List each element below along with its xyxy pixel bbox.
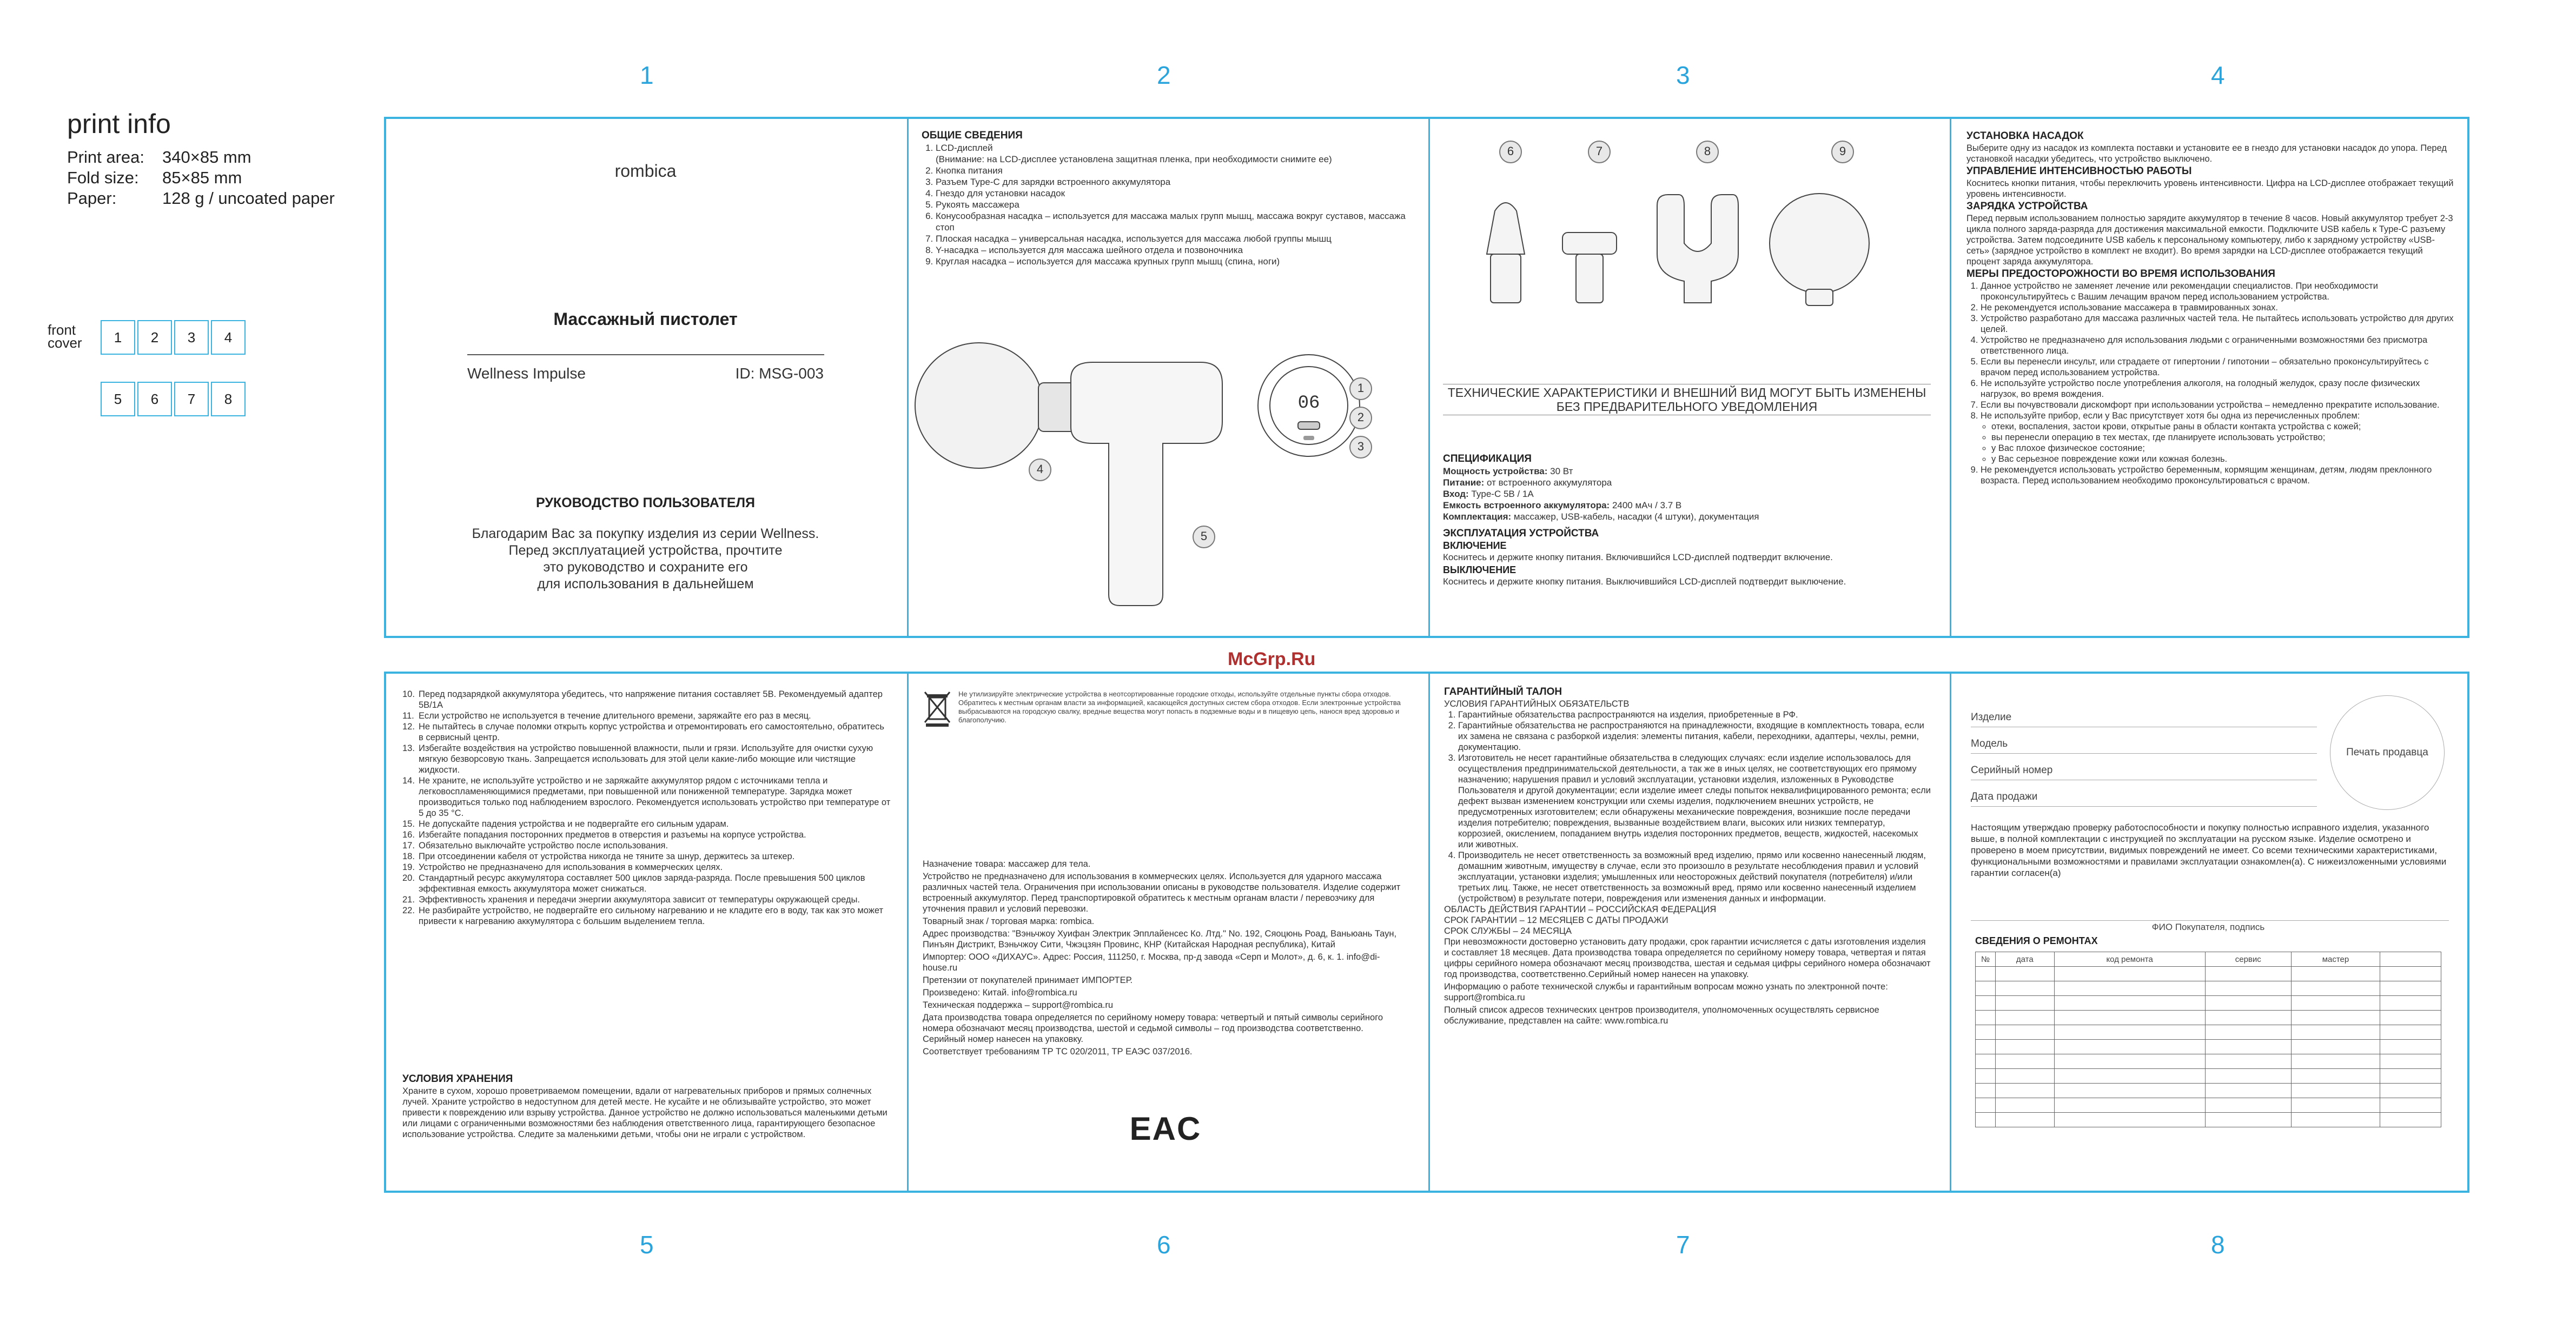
list-number: 12. [402,722,415,732]
intensity-text: Коснитесь кнопки питания, чтобы переключить уровень интенсивности. Цифра на LCD-дисплее отображает текущий уровень интенсивности. [1966,178,2454,199]
problem-item: ◦ у Вас серьезное повреждение кожи или кожная болезнь. [1991,454,2454,464]
page-number-5: 5 [640,1231,654,1259]
table-row[interactable] [1976,1098,2441,1113]
list-item: 6. Не используйте устройство после употребления алкоголя, на голодный желудок, сразу после физических нагрузок, во время вождения. [1981,378,2454,400]
lcd-display-value: 06 [1297,393,1320,414]
table-cell[interactable] [2380,967,2441,981]
info-line: Соответствует требованиям ТР ТС 020/2011, ТР ЕАЭС 037/2016. [923,1047,1193,1057]
thanks-line: это руководство и сохраните его [543,560,748,575]
list-number: 21. [402,895,415,905]
callout-5: 5 [1193,526,1215,548]
seller-stamp: Печать продавца [2330,695,2445,810]
print-info [67,108,370,209]
list-text: Не храните, не используйте устройство и не заряжайте аккумулятор рядом с источниками тепла и легковоспламеняющимися предметами, при повышенной или пониженной температуре. Зарядка может производиться только под наблюдением взрослого. Рекомендуется использовать устройство при температуре от 5 до 35 °С. [419,776,891,818]
table-cell[interactable] [2291,1113,2380,1127]
spec-row: Комплектация: массажер, USB-кабель, насадки (4 штуки), документация [1443,511,1759,522]
table-cell[interactable] [2205,967,2291,981]
attachments-illustration [1430,135,1944,368]
table-cell[interactable] [1976,1113,1996,1127]
info-line: Импортер: ООО «ДИХАУС». Адрес: Россия, 111250, г. Москва, пр-д завода «Серп и Молот», д. 6, к. 1. info@di-house.ru [923,952,1380,973]
print-info-title: print info [67,109,171,139]
list-number: 15. [402,819,415,829]
table-cell[interactable] [2054,1069,2205,1084]
table-cell[interactable] [1996,1069,2055,1084]
list-number: 18. [402,852,415,861]
table-row[interactable] [1976,967,2441,981]
list-number: 22. [402,906,415,915]
callout-3: 3 [1349,436,1372,459]
page-number-1: 1 [640,61,654,89]
list-item: 9. Не рекомендуется использовать устройство беременным, кормящим женщинам, детям, людям преклонного возраста. Перед использованием необходимо проконсультироваться с врачом. [1981,464,2454,486]
table-cell[interactable] [2205,1054,2291,1069]
massage-gun-illustration [909,341,1422,633]
spec-block [1443,453,1931,589]
table-cell[interactable] [2291,1054,2380,1069]
safety-list [1966,281,2454,486]
fold-thumb-8: 8 [211,382,246,416]
confirm-text: Настоящим утверждаю проверку работоспособности и покупку полностью исправного изделия, указанного выше, в полной комплектации с инструкцией по эксплуатации на русском языке. Изделие осмотрено и проверено в моем присутствии, видимых повреждений не имеет. Со всеми техническими характеристиками, функциональными возможностями и правилами эксплуатации ознакомлен(а). С нижеизложенными условиями гарантии согласен(а) [1971,822,2447,878]
table-cell[interactable] [2380,996,2441,1011]
page-number-6: 6 [1157,1231,1171,1259]
info-line: Назначение товара: массажер для тела. [923,859,1091,869]
service-term: СРОК СЛУЖБЫ – 24 МЕСЯЦА [1444,926,1572,936]
table-cell[interactable] [2205,1084,2291,1098]
table-cell[interactable] [1996,1040,2055,1054]
fold-thumb-6: 6 [137,382,172,416]
parts-list [922,142,1409,267]
list-item: 5. Если вы перенесли инсульт, или страдаете от гипертонии / гипотонии – обязательно проконсультируйтесь с врачом перед использованием устройства. [1981,356,2454,378]
table-cell[interactable] [1996,1113,2055,1127]
list-item: 8. Не используйте прибор, если у Вас присутствует хотя бы одна из перечисленных проблем: ◦ отеки, воспаления, застои крови, открытые раны в области контакта устройства с кожей; ◦ вы перенесли операцию в тех местах, где планируете использовать устройство; ◦ у Вас плохое физическое состояние; ◦ у Вас серьезное повреждение кожи или кожная болезнь. [1981,410,2454,464]
table-row[interactable] [1976,996,2441,1011]
table-cell[interactable] [1996,1098,2055,1113]
list-item: 4. Устройство не предназначено для использования людьми с ограниченными возможностями без присмотра ответственного лица. [1981,335,2454,356]
spec-row: Емкость встроенного аккумулятора: 2400 мАч / 3.7 В [1443,500,1682,510]
table-row[interactable] [1976,1084,2441,1098]
warranty-centers: Полный список адресов технических центров производителя, уполномоченных осуществлять сервисное обслуживание, представлен на сайте: www.rombica.ru [1444,1005,1879,1026]
list-item [402,894,891,905]
table-header: сервис [2205,952,2291,967]
page-4-usage [1951,119,2465,636]
info-line: Дата производства товара определяется по серийному номеру товара: четвертый и пятый символы серийного номера обозначают месяц производства, шестой и седьмой символы – год производства соответственно. Серийный номер нанесен на упаковку. [923,1013,1383,1044]
table-cell[interactable] [2205,1025,2291,1040]
table-cell[interactable] [2054,996,2205,1011]
thanks-text [386,526,905,593]
warranty-list [1444,709,1931,904]
table-header: № [1976,952,1996,967]
list-number: 19. [402,862,415,872]
table-cell[interactable] [2205,981,2291,996]
list-text: Стандартный ресурс аккумулятора составляет 500 циклов заряда-разряда. После превышения 500 циклов эффективная емкость аккумулятора может снижаться. [419,873,865,894]
list-number: 14. [402,776,415,786]
list-number: 17. [402,841,415,851]
table-cell[interactable] [1996,1084,2055,1098]
table-row[interactable] [1976,1113,2441,1127]
table-cell[interactable] [1976,1084,1996,1098]
table-cell[interactable] [2205,996,2291,1011]
table-cell[interactable] [2291,981,2380,996]
model-id: ID: MSG-003 [735,365,824,382]
table-cell[interactable] [1996,967,2055,981]
list-item: 2. Кнопка питания [936,165,1409,176]
charge-heading: ЗАРЯДКА УСТРОЙСТВА [1966,201,2088,212]
table-cell[interactable] [1976,996,1996,1011]
page-number-8: 8 [2211,1231,2225,1259]
table-cell[interactable] [2054,1040,2205,1054]
list-item [402,851,891,862]
page-6-info [909,686,1422,1188]
table-row[interactable] [1976,1011,2441,1025]
spec-row: Мощность устройства: 30 Вт [1443,466,1573,476]
weee-bin-icon [923,690,952,728]
table-cell[interactable] [2054,1054,2205,1069]
table-cell[interactable] [1976,1069,1996,1084]
page-5-safety-cont [386,686,903,1188]
print-info-value: 128 g / uncoated paper [162,189,335,208]
list-item: 1. Данное устройство не заменяет лечение или рекомендации специалистов. При необходимости проконсультируйтесь с Вашим лечащим врачом перед использованием устройства. [1981,281,2454,302]
page-7-warranty [1430,686,1944,1188]
table-cell[interactable] [2205,1011,2291,1025]
list-item [402,862,891,873]
table-cell[interactable] [2380,1069,2441,1084]
info-line: Претензии от покупателей принимает ИМПОРТЕР. [923,975,1133,985]
exploitation-heading: ЭКСПЛУАТАЦИЯ УСТРОЙСТВА [1443,528,1599,539]
weee-text: Не утилизируйте электрические устройства в неотсортированные городские отходы, используйте отдельные пункты сбора отходов. Обратитесь к местным органам власти за информацией, касающейся доступных систем сбора отходов. Если электронные устройства выбрасываются на городскую свалку, вредные вещества могут попасть в подземные воды и в пищевую цепь, нанося вред здоровью и благополучию. [958,690,1401,724]
info-line: Произведено: Китай. info@rombica.ru [923,988,1077,998]
title-rule [467,354,824,355]
list-number: 13. [402,743,415,753]
info-line: Техническая поддержка – support@rombica.ru [923,1000,1114,1010]
repairs-heading: СВЕДЕНИЯ О РЕМОНТАХ [1975,935,2098,946]
eac-mark: EAC [1129,1111,1202,1147]
print-info-row [67,188,370,209]
table-cell[interactable] [2291,967,2380,981]
table-header: дата [1996,952,2055,967]
list-item: 2. Гарантийные обязательства не распространяются на принадлежности, входящие в комплектность товара, если их замена не связана с разборкой изделия: элементы питания, кабели, переходники, адаптеры, чехлы, ремни, документацию. [1458,720,1931,753]
problem-item: ◦ вы перенесли операцию в тех местах, где планируете использовать устройство; [1991,432,2454,443]
table-header: код ремонта [2054,952,2205,967]
list-item: 8. Y-насадка – используется для массажа шейного отдела и позвоночника [936,244,1409,256]
page-number-2: 2 [1157,61,1171,89]
table-cell[interactable] [2054,1011,2205,1025]
table-cell[interactable] [2380,1011,2441,1025]
table-cell[interactable] [2380,1113,2441,1127]
safety-continued [402,689,891,927]
power-off-text: Коснитесь и держите кнопку питания. Выключившийся LCD-дисплей подтвердит выключение. [1443,576,1846,587]
page-1-cover [386,119,905,636]
list-item [402,775,891,819]
print-info-row [67,147,370,168]
page-number-7: 7 [1676,1231,1690,1259]
table-cell[interactable] [2291,1098,2380,1113]
info-line: Товарный знак / торговая марка: rombica. [923,916,1095,926]
table-cell[interactable] [1996,1011,2055,1025]
list-item: 3. Устройство разработано для массажа различных частей тела. Не пытайтесь использовать устройство для других целей. [1981,313,2454,335]
coupon-fields [1971,708,2317,807]
table-header: мастер [2291,952,2380,967]
table-cell[interactable] [1976,1040,1996,1054]
attachment-label-7: 7 [1588,141,1611,163]
product-info [923,859,1408,1059]
page-2-general [909,119,1422,636]
warranty-tail: При невозможности достоверно установить дату продажи, срок гарантии исчисляется с даты изготовления изделия и составляет 18 месяцев. Дата производства товара определяется по серийному номеру товара, четвертая и пятая цифры серийного номера обозначают месяц производства, шестая и седьмая цифры серийного номера обозначают год производства, соответственно.Серийный номер нанесен на упаковку. [1444,937,1931,979]
field-serial[interactable]: Серийный номер [1971,761,2317,780]
list-number: 10. [402,689,415,699]
table-cell[interactable] [2205,1040,2291,1054]
field-model[interactable]: Модель [1971,735,2317,754]
list-text: При отсоединении кабеля от устройства никогда не тяните за шнур, держитесь за штекер. [419,852,795,861]
table-cell[interactable] [1996,981,2055,996]
list-item: 7. Плоская насадка – универсальная насадка, используется для массажа любой группы мышц [936,233,1409,244]
list-item [402,905,891,927]
table-cell[interactable] [2054,1113,2205,1127]
print-info-row [67,168,370,188]
page-number-4: 4 [2211,61,2225,89]
storage-block [402,1074,891,1141]
signature-line[interactable] [1971,908,2449,921]
list-item: 3. Разъем Type-C для зарядки встроенного аккумулятора [936,176,1409,188]
table-cell[interactable] [2054,1098,2205,1113]
list-text: Обязательно выключайте устройство после использования. [419,841,668,851]
fold-thumb-7: 7 [174,382,209,416]
warranty-heading: ГАРАНТИЙНЫЙ ТАЛОН [1444,686,1562,697]
table-cell[interactable] [2380,1025,2441,1040]
fold-thumb-4: 4 [211,320,246,355]
spec-heading: СПЕЦИФИКАЦИЯ [1443,453,1532,464]
general-heading: ОБЩИЕ СВЕДЕНИЯ [922,130,1023,141]
list-item [402,829,891,840]
table-cell[interactable] [2054,981,2205,996]
print-info-label: Fold size: [67,168,139,187]
table-cell[interactable] [2380,1084,2441,1098]
list-item: 6. Конусообразная насадка – используется для массажа малых групп мышц, массажа вокруг суставов, массажа стоп [936,210,1409,233]
charge-text: Перед первым использованием полностью зарядите аккумулятор в течение 8 часов. Новый аккумулятор требует 2-3 цикла полного заряда-разряда для достижения максимальной емкости. Подключите USB кабель к Type-C разъему устройства. Затем подсоедините USB кабель к персональному компьютеру, либо к зарядному устройству «USB-сеть» (зарядное устройство в комплект не входит). Во время зарядки на LCD-дисплее отображается текущий процент заряда аккумулятора. [1966,214,2453,267]
table-cell[interactable] [1976,1011,1996,1025]
table-cell[interactable] [2205,1098,2291,1113]
warranty-subheading: УСЛОВИЯ ГАРАНТИЙНЫХ ОБЯЗАТЕЛЬСТВ [1444,699,1630,709]
table-cell[interactable] [2291,1011,2380,1025]
table-cell[interactable] [2291,996,2380,1011]
list-number: 16. [402,830,415,840]
table-cell[interactable] [1996,1054,2055,1069]
list-text: Если устройство не используется в течение длительного времени, заряжайте его раз в месяц. [419,711,811,721]
info-line: Адрес производства: "Вэньчжоу Хуифан Электрик Эпплайенсес Ко. Лтд." No. 192, Сяоцюнь Роад, Ваньюань Таун, Пинъян Дистрикт, Вэньчжоу Сити, Чжэцзян Провинс, КНР (Китайская Народная республика), Китай [923,929,1397,949]
power-on-heading: ВКЛЮЧЕНИЕ [1443,540,1507,551]
list-item: 4. Производитель не несет ответственность за возможный вред изделию, прямо или косвенно нанесенный людям, домашним животным, имуществу в случае, если это произошло в результате несоблюдения правил и условий эксплуатации, установки изделия; умышленных или неосторожных действий покупателя (потребителя) и/или третьих лиц. Также, не несет ответственность за возможный вред, прямо или косвенно нанесенный изделием (устройством) в результате потери, повреждения или изменения данных и информации. [1458,850,1931,904]
table-cell[interactable] [2054,1025,2205,1040]
field-product[interactable]: Изделие [1971,708,2317,727]
list-item: 2. Не рекомендуется использование массажера в травмированных зонах. [1981,302,2454,313]
list-item: 1. Гарантийные обязательства распространяются на изделия, приобретенные в РФ. [1458,709,1931,720]
list-text: Не пытайтесь в случае поломки открыть корпус устройства и отремонтировать его самостоятельно, обратитесь в сервисный центр. [419,722,885,742]
thanks-line: Благодарим Вас за покупку изделия из серии Wellness. [472,526,819,541]
power-on-text: Коснитесь и держите кнопку питания. Включившийся LCD-дисплей подтвердит включение. [1443,552,1833,562]
product-title: Массажный пистолет [553,309,738,329]
table-cell[interactable] [1976,967,1996,981]
print-info-label: Print area: [67,148,145,167]
list-text: Эффективность хранения и передачи энергии аккумулятора зависит от температуры окружающей среды. [419,895,860,905]
fold-thumb-3: 3 [174,320,209,355]
list-item: 9. Круглая насадка – используется для массажа крупных групп мышц (спина, ноги) [936,256,1409,267]
table-cell[interactable] [1996,996,2055,1011]
warranty-term: СРОК ГАРАНТИИ – 12 МЕСЯЦЕВ С ДАТЫ ПРОДАЖИ [1444,915,1668,925]
list-note: (Внимание: на LCD-дисплее установлена защитная пленка, при необходимости снимите ее) [936,154,1332,164]
spec-row: Питание: от встроенного аккумулятора [1443,477,1612,488]
table-cell[interactable] [2205,1069,2291,1084]
warranty-area: ОБЛАСТЬ ДЕЙСТВИЯ ГАРАНТИИ – РОССИЙСКАЯ ФЕДЕРАЦИЯ [1444,905,1717,914]
table-cell[interactable] [2291,1069,2380,1084]
table-cell[interactable] [2205,1113,2291,1127]
table-row[interactable] [1976,1069,2441,1084]
storage-heading: УСЛОВИЯ ХРАНЕНИЯ [402,1073,513,1085]
list-item [402,873,891,894]
table-cell[interactable] [2380,981,2441,996]
list-item [402,819,891,829]
list-item: 4. Гнездо для установки насадок [936,188,1409,199]
thanks-line: для использования в дальнейшем [537,576,754,592]
table-cell[interactable] [2291,1084,2380,1098]
page-3-specs [1430,119,1944,636]
warranty-support: Информацию о работе технической службы и гарантийным вопросам можно узнать по электронной почте: support@rombica.ru [1444,982,1888,1002]
attachment-label-6: 6 [1499,141,1522,163]
list-item: 7. Если вы почувствовали дискомфорт при использовании устройства – немедленно прекратите использование. [1981,400,2454,410]
table-cell[interactable] [2380,1098,2441,1113]
storage-text: Храните в сухом, хорошо проветриваемом помещении, вдали от нагревательных приборов и прямых солнечных лучей. Храните устройство в недоступном для детей месте. Не кусайте и не облизывайте устройство, это может привести к повреждению или взрыву устройства. Данное устройство не должно использоваться маленькими детьми или лицами с ограниченными возможностями без наблюдения ответственного лица, гарантирующего безопасное использование устройства. Следите за маленькими детьми, чтобы они не играли с устройством. [402,1086,888,1139]
attachment-label-9: 9 [1831,141,1854,163]
manual-title: РУКОВОДСТВО ПОЛЬЗОВАТЕЛЯ [535,495,756,510]
list-item: 3. Изготовитель не несет гарантийные обязательства в следующих случаях: если изделие использовалось для осуществления предпринимательской деятельности, а так же в иных целях, не соответствующих его прямому назначению; нарушения правил и условий эксплуатации, установки изделия, изложенных в Руководстве Пользователя и другой документации; если изделие имеет следы попыток неквалифицированного ремонта; если дефект вызван изменением конструкции или схемы изделия, подключением внешних устройств, не предусмотренных изготовителем; если обнаружены механические повреждения, возникшие после передачи изделия потребителю; повреждения, вызванные воздействием влаги, высоких или низких температур, коррозией, окислением, попаданием внутрь изделия посторонних предметов, веществ, жидкостей, насекомых или животных. [1458,753,1931,850]
table-cell[interactable] [2054,967,2205,981]
table-cell[interactable] [2291,1040,2380,1054]
list-number: 11. [402,711,414,721]
print-info-value: 340×85 mm [162,148,251,167]
print-info-value: 85×85 mm [162,168,242,187]
table-cell[interactable] [2054,1084,2205,1098]
callout-1: 1 [1349,377,1372,400]
table-cell[interactable] [1976,1054,1996,1069]
safety-heading: МЕРЫ ПРЕДОСТОРОЖНОСТИ ВО ВРЕМЯ ИСПОЛЬЗОВАНИЯ [1966,268,2275,280]
info-line: Устройство не предназначено для использования в коммерческих целях. Используется для ударного массажа различных частей тела. Ограничения при использовании описаны в руководстве пользователя. Изделие содержит встроенный аккумулятор. Перед транспортировкой обратитесь к местным органам власти / перевозчику для уточнения правил и условий перевозки. [923,872,1401,914]
watermark: McGrp.Ru [1228,649,1316,669]
list-text: Избегайте попадания посторонних предметов в отверстия и разъемы на корпусе устройства. [419,830,806,840]
list-item [402,710,891,721]
table-cell[interactable] [2380,1040,2441,1054]
table-row[interactable] [1976,1025,2441,1040]
install-text: Выберите одну из насадок из комплекта поставки и установите ее в гнездо для установки насадок до упора. Перед установкой насадки убедитесь, что устройство выключено. [1966,143,2447,164]
power-off-heading: ВЫКЛЮЧЕНИЕ [1443,564,1517,575]
table-cell[interactable] [1996,1025,2055,1040]
table-cell[interactable] [1976,1025,1996,1040]
problem-item: ◦ отеки, воспаления, застои крови, открытые раны в области контакта устройства с кожей; [1991,421,2454,432]
list-text: Не разбирайте устройство, не подвергайте его сильному нагреванию и не кладите его в воду, так как это может привести к нагреванию аккумулятора с большим выделением тепла. [419,906,884,926]
brand-logo: rombica [614,161,677,181]
intensity-heading: УПРАВЛЕНИЕ ИНТЕНСИВНОСТЬЮ РАБОТЫ [1966,165,2192,177]
field-sale-date[interactable]: Дата продажи [1971,788,2317,807]
attachment-label-8: 8 [1696,141,1719,163]
install-heading: УСТАНОВКА НАСАДОК [1966,130,2084,142]
change-notice: ТЕХНИЧЕСКИЕ ХАРАКТЕРИСТИКИ И ВНЕШНИЙ ВИД МОГУТ БЫТЬ ИЗМЕНЕНЫ БЕЗ ПРЕДВАРИТЕЛЬНОГО УВЕДОМЛЕНИЯ [1443,384,1931,415]
signature-label: ФИО Покупателя, подпись [2151,922,2265,932]
page-8-coupon [1951,686,2465,1188]
callout-4: 4 [1029,459,1051,481]
problem-item: ◦ у Вас плохое физическое состояние; [1991,443,2454,454]
thanks-line: Перед эксплуатацией устройства, прочтите [508,543,783,558]
repairs-table-wrap [1975,952,2441,1127]
fold-thumb-2: 2 [137,320,172,355]
list-item [402,689,891,710]
front-cover-label: front cover [48,322,82,351]
table-header [2380,952,2441,967]
list-item [402,743,891,775]
table-row[interactable] [1976,1040,2441,1054]
spec-row: Вход: Type-C 5В / 1А [1443,489,1534,499]
list-item: 5. Рукоять массажера [936,199,1409,210]
table-cell[interactable] [1976,981,1996,996]
list-text: Перед подзарядкой аккумулятора убедитесь, что напряжение питания составляет 5В. Рекомендуемый адаптер 5В/1А [419,689,883,710]
table-row[interactable] [1976,1054,2441,1069]
page-number-3: 3 [1676,61,1690,89]
list-item [402,840,891,851]
list-text: Не допускайте падения устройства и не подвергайте его сильным ударам. [419,819,729,829]
print-info-label: Paper: [67,189,117,208]
fold-thumb-5: 5 [101,382,135,416]
model-name: Wellness Impulse [467,365,586,382]
table-cell[interactable] [2291,1025,2380,1040]
table-cell[interactable] [2380,1054,2441,1069]
fold-thumb-1: 1 [101,320,135,355]
list-text: Избегайте воздействия на устройство повышенной влажности, пыли и грязи. Используйте для очистки сухую мягкую безворсовую ткань. Запрещается использовать для этой цели какие-либо моющие или чистящие жидкости. [419,743,873,775]
repairs-table [1975,952,2441,1127]
list-text: Устройство не предназначено для использования в коммерческих целях. [419,862,723,872]
table-row[interactable] [1976,981,2441,996]
list-item [402,721,891,743]
list-item: 1. LCD-дисплей (Внимание: на LCD-дисплее установлена защитная пленка, при необходимости снимите ее) [936,142,1409,165]
list-number: 20. [402,873,415,883]
callout-2: 2 [1349,407,1372,429]
table-cell[interactable] [1976,1098,1996,1113]
